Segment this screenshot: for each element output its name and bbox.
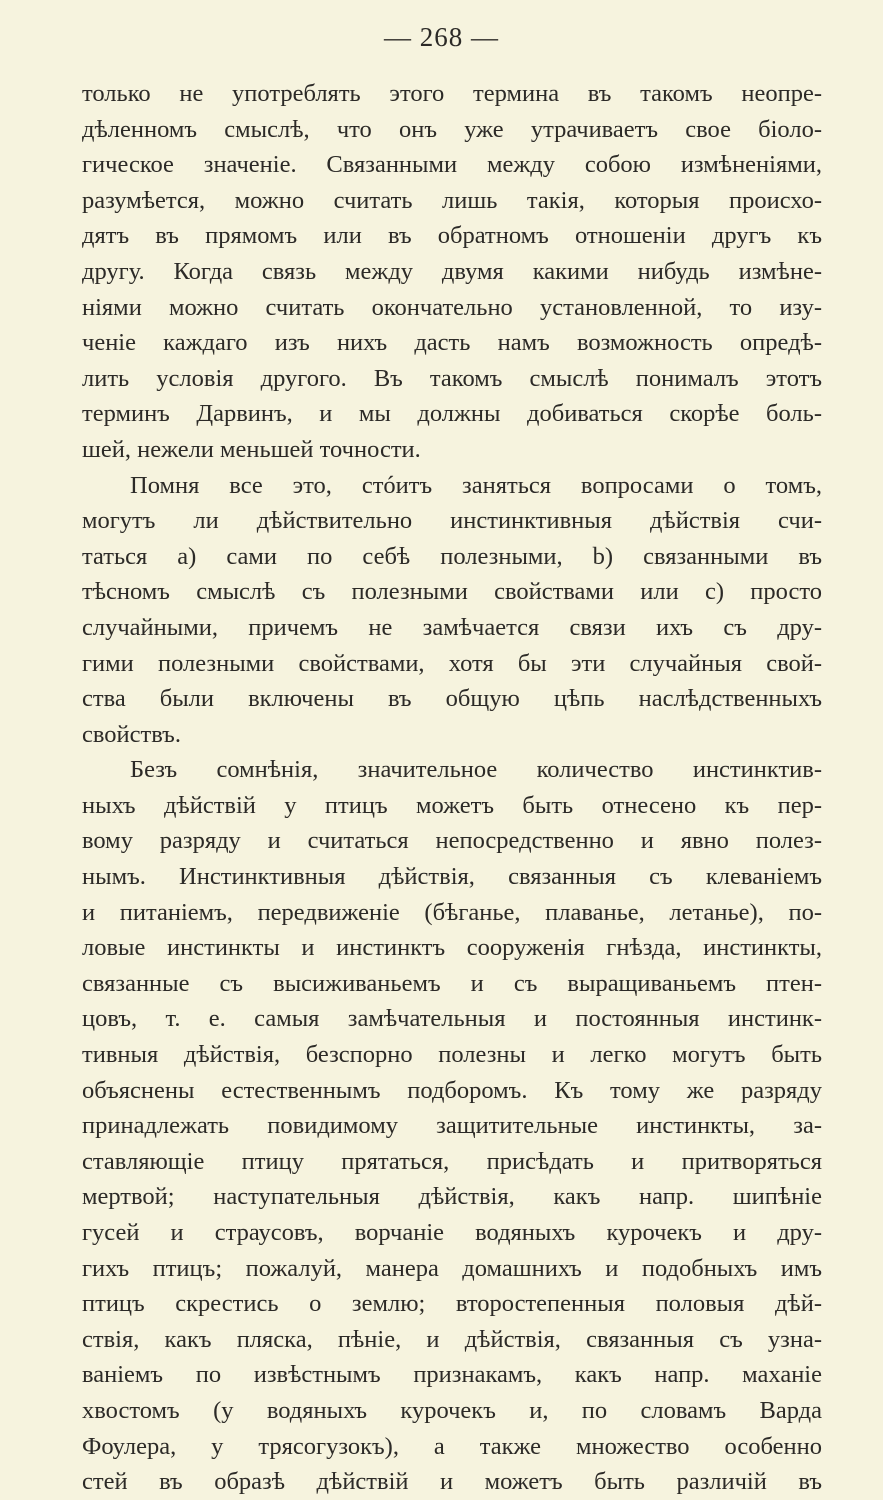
text-line: ченіе каждаго изъ нихъ дасть намъ возможность опредѣ- bbox=[82, 329, 822, 357]
text-line: гусей и страусовъ, ворчаніе водяныхъ курочекъ и дру- bbox=[82, 1219, 822, 1246]
text-line: ствія, какъ пляска, пѣніе, и дѣйствія, связанныя съ узна- bbox=[82, 1325, 822, 1353]
text-line: другу. Когда связь между двумя какими нибудь измѣне- bbox=[82, 257, 822, 285]
text-line: гихъ птицъ; пожалуй, манера домашнихъ и подобныхъ имъ bbox=[82, 1254, 822, 1282]
text-line: хвостомъ (у водяныхъ курочекъ и, по словамъ Варда bbox=[82, 1396, 822, 1424]
text-line: ставляющіе птицу прятаться, присѣдать и притворяться bbox=[82, 1147, 822, 1175]
text-line: могутъ ли дѣйствительно инстинктивныя дѣйствія счи- bbox=[82, 507, 822, 535]
text-line: только не употреблять этого термина въ такомъ неопре- bbox=[82, 80, 822, 107]
text-line: разумѣется, можно считать лишь такія, которыя происхо- bbox=[82, 186, 822, 214]
text-line: дѣленномъ смыслѣ, что онъ уже утрачиваетъ свое біоло- bbox=[82, 115, 822, 143]
text-line: нымъ. Инстинктивныя дѣйствія, связанныя съ клеваніемъ bbox=[82, 863, 822, 891]
body-text bbox=[82, 76, 822, 1500]
text-line: терминъ Дарвинъ, и мы должны добиваться скорѣе боль- bbox=[82, 400, 822, 428]
text-line: гими полезными свойствами, хотя бы эти случайныя свой- bbox=[82, 649, 822, 677]
text-line: Фоулера, у трясогузокъ), а также множество особенно bbox=[82, 1432, 822, 1460]
text-line: Безъ сомнѣнія, значительное количество инстинктив- bbox=[130, 756, 822, 784]
text-line: вому разряду и считаться непосредственно и явно полез- bbox=[82, 827, 822, 855]
text-line: гическое значеніе. Связанными между собою измѣненіями, bbox=[82, 151, 822, 179]
text-line: цовъ, т. е. самыя замѣчательныя и постоянныя инстинк- bbox=[82, 1005, 822, 1033]
text-line: ства были включены въ общую цѣпь наслѣдственныхъ bbox=[82, 685, 822, 713]
text-line: шей, нежели меньшей точности. bbox=[82, 435, 421, 463]
text-line: связанные съ высиживаньемъ и съ выращиваньемъ птен- bbox=[82, 969, 822, 997]
text-line: объяснены естественнымъ подборомъ. Къ тому же разряду bbox=[82, 1076, 822, 1104]
text-line: тивныя дѣйствія, безспорно полезны и легко могутъ быть bbox=[82, 1041, 822, 1069]
text-line: ваніемъ по извѣстнымъ признакамъ, какъ напр. маханіе bbox=[82, 1361, 822, 1389]
text-line: стей въ образѣ дѣйствій и можетъ быть различій въ bbox=[82, 1468, 822, 1496]
text-line: случайными, причемъ не замѣчается связи ихъ съ дру- bbox=[82, 613, 822, 641]
text-line: мертвой; наступательныя дѣйствія, какъ напр. шипѣніе bbox=[82, 1183, 822, 1211]
text-line: таться a) сами по себѣ полезными, b) связанными въ bbox=[82, 542, 822, 570]
text-line: Помня все это, стóитъ заняться вопросами о томъ, bbox=[130, 471, 822, 499]
text-line: свойствъ. bbox=[82, 720, 181, 748]
text-line: принадлежать повидимому защитительные инстинкты, за- bbox=[82, 1112, 822, 1140]
text-line: ніями можно считать окончательно установленной, то изу- bbox=[82, 293, 822, 321]
page-number: — 268 — bbox=[384, 22, 499, 52]
text-line: дятъ въ прямомъ или въ обратномъ отношеніи другъ къ bbox=[82, 222, 822, 250]
text-line: ныхъ дѣйствій у птицъ можетъ быть отнесено къ пер- bbox=[82, 791, 822, 819]
text-line: тѣсномъ смыслѣ съ полезными свойствами или c) просто bbox=[82, 578, 822, 606]
text-line: и питаніемъ, передвиженіе (бѣганье, плаванье, летанье), по- bbox=[82, 898, 822, 926]
text-line: птицъ скрестись о землю; второстепенныя половыя дѣй- bbox=[82, 1290, 822, 1318]
text-line: лить условія другого. Въ такомъ смыслѣ понималъ этотъ bbox=[82, 364, 822, 392]
text-line: ловые инстинкты и инстинктъ сооруженія гнѣзда, инстинкты, bbox=[82, 934, 822, 962]
